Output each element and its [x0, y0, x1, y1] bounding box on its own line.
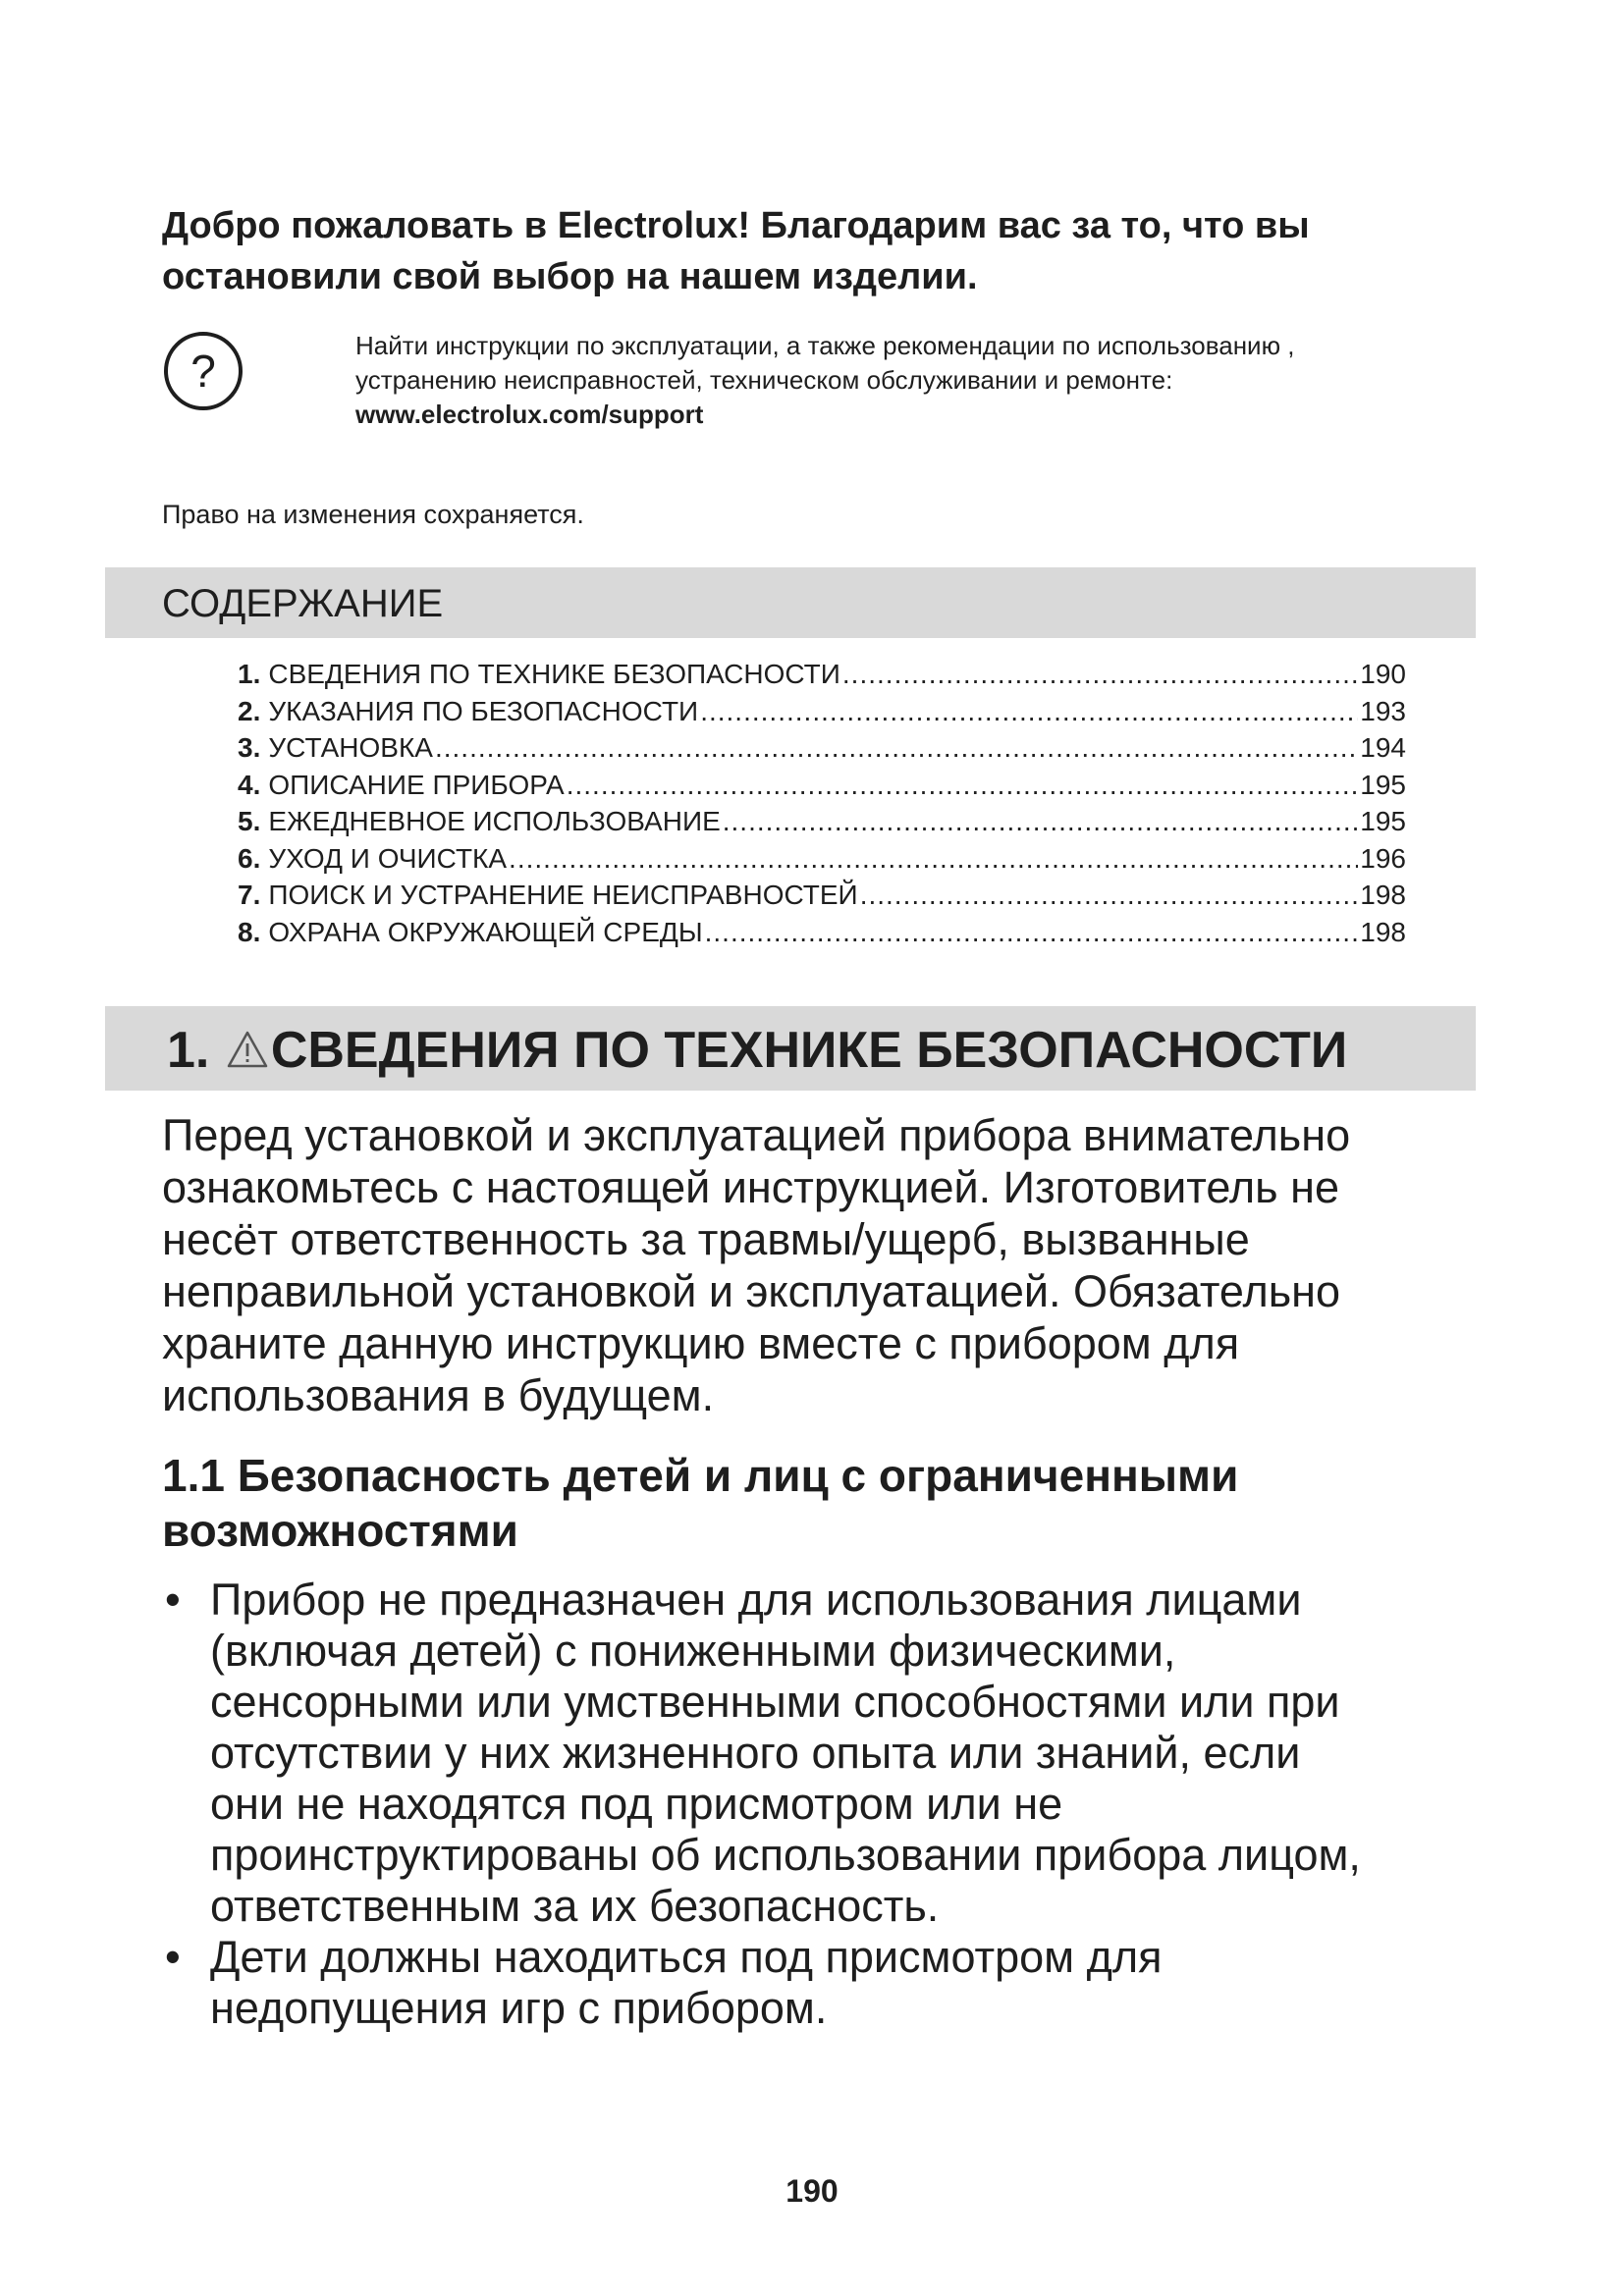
- bullet-line: ответственным за их безопасность.: [210, 1881, 940, 1931]
- list-item: [165, 1932, 1481, 2034]
- toc-entry-number: 1.: [238, 659, 261, 689]
- intro-line: храните данную инструкцию вместе с прибором для: [162, 1318, 1240, 1368]
- question-circle-icon: [162, 330, 244, 412]
- bullet-icon: •: [165, 1932, 181, 1982]
- toc-entry-page: 195: [1360, 769, 1406, 800]
- toc-entry-page: 193: [1360, 695, 1406, 726]
- section-1-number: 1.: [167, 1022, 210, 1079]
- toc-entry[interactable]: [238, 729, 1406, 767]
- bullet-line: Дети должны находиться под присмотром для: [210, 1932, 1163, 1982]
- section-1-title: [167, 1020, 1347, 1081]
- safety-bullet-list: [165, 1575, 1481, 2034]
- bullet-line: (включая детей) с пониженными физическими,: [210, 1626, 1176, 1676]
- toc-leader-dots: [723, 803, 1359, 840]
- intro-line: неправильной установкой и эксплуатацией. Обязательно: [162, 1266, 1341, 1316]
- table-of-contents: [238, 656, 1406, 950]
- bullet-line: они не находятся под присмотром или не: [210, 1779, 1063, 1829]
- toc-leader-dots: [700, 693, 1358, 730]
- toc-title: СОДЕРЖАНИЕ: [162, 582, 444, 625]
- intro-line: Перед установкой и эксплуатацией прибора внимательно: [162, 1110, 1351, 1160]
- toc-entry-number: 3.: [238, 732, 261, 763]
- toc-entry-label: ОПИСАНИЕ ПРИБОРА: [268, 769, 565, 800]
- toc-entry-label: ПОИСК И УСТРАНЕНИЕ НЕИСПРАВНОСТЕЙ: [268, 880, 858, 910]
- toc-entry-page: 198: [1360, 916, 1406, 947]
- toc-entry[interactable]: [238, 914, 1406, 951]
- bullet-line: Прибор не предназначен для использования лицами: [210, 1575, 1302, 1625]
- welcome-line-1: Добро пожаловать в Electrolux! Благодарим вас за то, что вы: [162, 205, 1310, 246]
- toc-leader-dots: [435, 729, 1358, 767]
- subsection-title-line-2: возможностями: [162, 1505, 518, 1556]
- intro-line: ознакомьтесь с настоящей инструкцией. Изготовитель не: [162, 1162, 1339, 1212]
- svg-text:?: ?: [190, 346, 216, 397]
- support-info: [355, 329, 1485, 432]
- toc-entry-label: СВЕДЕНИЯ ПО ТЕХНИКЕ БЕЗОПАСНОСТИ: [268, 659, 840, 689]
- support-line-2: устранению неисправностей, техническом обслуживании и ремонте:: [355, 365, 1173, 395]
- toc-entry-page: 196: [1360, 842, 1406, 874]
- toc-leader-dots: [842, 656, 1358, 693]
- toc-entry[interactable]: [238, 877, 1406, 914]
- list-item: [165, 1575, 1481, 1932]
- subsection-1-1-title: [162, 1448, 1478, 1558]
- toc-entry-label: УХОД И ОЧИСТКА: [268, 842, 508, 874]
- warning-triangle-icon: [226, 1022, 269, 1061]
- toc-entry-page: 195: [1360, 806, 1406, 836]
- toc-entry-label: ОХРАНА ОКРУЖАЮЩЕЙ СРЕДЫ: [268, 916, 703, 947]
- section-1-title-text: СВЕДЕНИЯ ПО ТЕХНИКЕ БЕЗОПАСНОСТИ: [270, 1022, 1348, 1079]
- toc-entry[interactable]: [238, 693, 1406, 730]
- welcome-heading: [162, 200, 1478, 302]
- toc-entry-label: ЕЖЕДНЕВНОЕ ИСПОЛЬЗОВАНИЕ: [268, 806, 721, 836]
- intro-line: несёт ответственность за травмы/ущерб, вызванные: [162, 1214, 1250, 1264]
- toc-entry[interactable]: [238, 803, 1406, 840]
- toc-leader-dots: [509, 840, 1358, 878]
- section-1-intro: [162, 1109, 1478, 1421]
- toc-entry[interactable]: [238, 767, 1406, 804]
- toc-entry[interactable]: [238, 840, 1406, 878]
- toc-entry-number: 4.: [238, 769, 261, 800]
- support-line-1: Найти инструкции по эксплуатации, а также рекомендации по использованию ,: [355, 331, 1295, 360]
- toc-entry-label: УСТАНОВКА: [268, 732, 433, 763]
- toc-entry-number: 6.: [238, 842, 261, 874]
- support-url-link[interactable]: www.electrolux.com/support: [355, 400, 704, 429]
- welcome-line-2: остановили свой выбор на нашем изделии.: [162, 256, 978, 297]
- toc-entry-page: 194: [1360, 732, 1406, 763]
- toc-entry-number: 7.: [238, 880, 261, 910]
- toc-entry-number: 8.: [238, 916, 261, 947]
- toc-leader-dots: [567, 767, 1359, 804]
- page-number: 190: [785, 2173, 839, 2209]
- bullet-line: проинструктированы об использовании прибора лицом,: [210, 1830, 1361, 1880]
- bullet-line: отсутствии у них жизненного опыта или знаний, если: [210, 1728, 1301, 1778]
- bullet-line: сенсорными или умственными способностями или при: [210, 1677, 1340, 1727]
- toc-entry-label: УКАЗАНИЯ ПО БЕЗОПАСНОСТИ: [268, 695, 699, 726]
- bullet-line: недопущения игр с прибором.: [210, 1983, 828, 2033]
- rights-notice: Право на изменения сохраняется.: [162, 500, 584, 529]
- intro-line: использования в будущем.: [162, 1370, 715, 1420]
- toc-leader-dots: [705, 914, 1359, 951]
- toc-entry-number: 5.: [238, 806, 261, 836]
- subsection-title-line-1: 1.1 Безопасность детей и лиц с ограниченными: [162, 1450, 1239, 1501]
- toc-entry-page: 198: [1360, 880, 1406, 910]
- toc-leader-dots: [860, 877, 1359, 914]
- bullet-icon: •: [165, 1575, 181, 1625]
- toc-entry-number: 2.: [238, 695, 261, 726]
- toc-entry[interactable]: [238, 656, 1406, 693]
- toc-entry-page: 190: [1360, 659, 1406, 689]
